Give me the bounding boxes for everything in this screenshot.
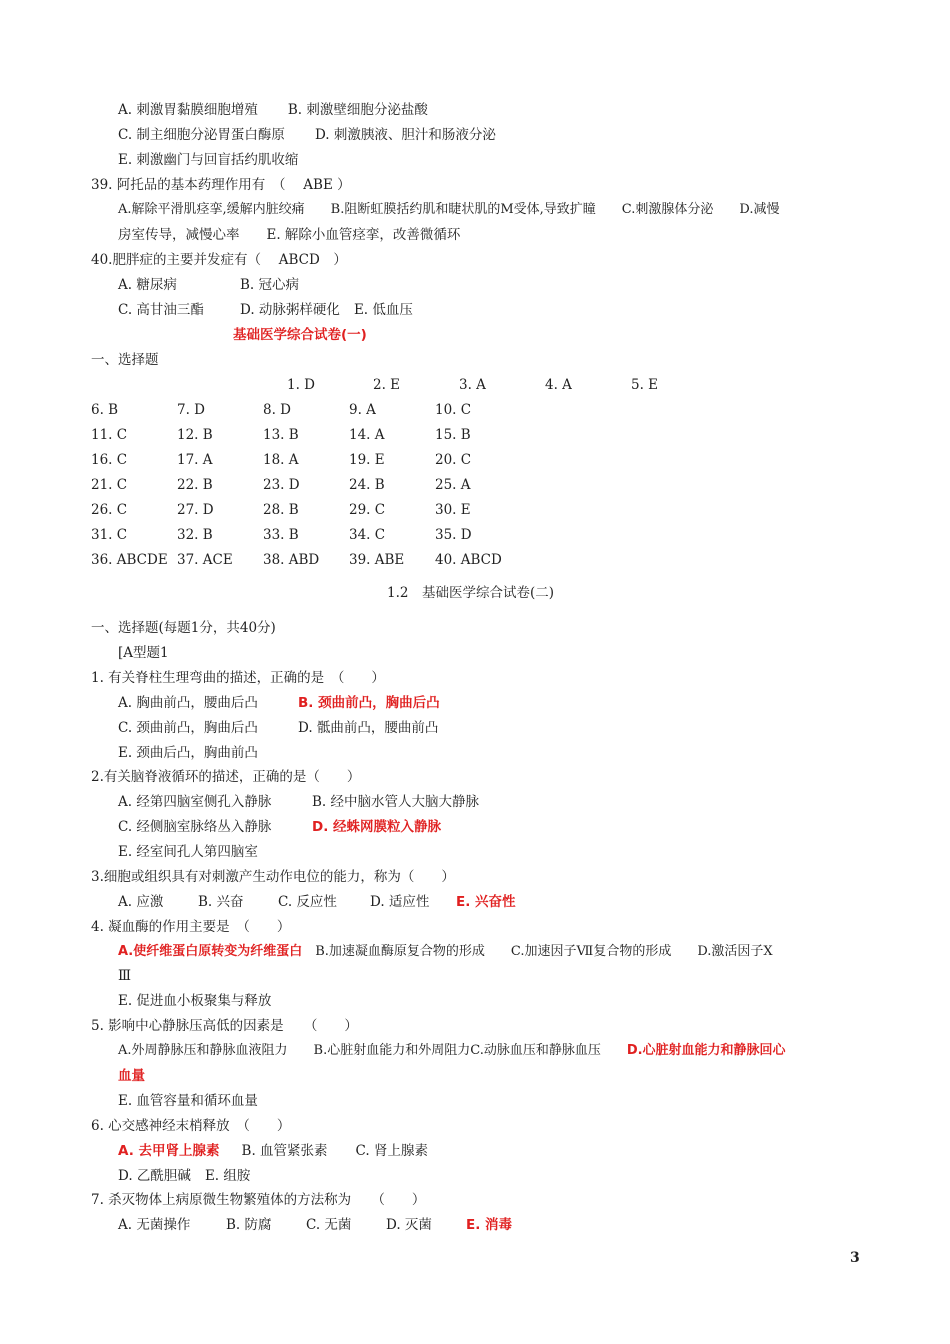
page-number: 3 (850, 1250, 860, 1266)
answer-cell: 38. ABD (263, 552, 320, 568)
answer-cell: 27. D (177, 502, 214, 518)
answer-cell: 3. A (459, 377, 486, 393)
option-line: C. 高甘油三酯 D. 动脉粥样硬化 E. 低血压 (118, 302, 413, 318)
answer-cell: 16. C (91, 452, 128, 468)
answer-cell: 14. A (349, 427, 385, 443)
answer-row (91, 426, 521, 444)
correct-answer: D.心脏射血能力和静脉回心 (626, 1043, 786, 1058)
answer-cell: 11. C (91, 427, 128, 443)
option-line: A. 去甲肾上腺素 B. 血管紧张素 C. 肾上腺素 (118, 1143, 428, 1159)
answer-cell: 30. E (435, 502, 471, 518)
answer-cell: 34. C (349, 527, 386, 543)
correct-answer: 血量 (118, 1068, 145, 1084)
answer-row (91, 526, 521, 544)
answer-cell: 39. ABE (349, 552, 405, 568)
option-line: A. 无菌操作 B. 防腐 C. 无菌 D. 灭菌 E. 消毒 (118, 1217, 513, 1233)
question-40: 40.肥胖症的主要并发症有（ ABCD ） (91, 252, 347, 268)
answer-cell: 35. D (435, 527, 472, 543)
question-7: 7. 杀灭物体上病原微生物繁殖体的方法称为 （ ） (91, 1192, 426, 1208)
correct-answer: B. 颈曲前凸，胸曲后凸 (298, 695, 440, 711)
option-line: D. 乙酰胆碱 E. 组胺 (118, 1168, 251, 1184)
question-6: 6. 心交感神经末梢释放 （ ） (91, 1118, 291, 1134)
option-line: A. 应激 B. 兴奋 C. 反应性 D. 适应性 E. 兴奋性 (118, 894, 516, 910)
correct-answer: A. 去甲肾上腺素 (118, 1143, 220, 1159)
answer-cell: 22. B (177, 477, 213, 493)
answer-cell: 10. C (435, 402, 472, 418)
answer-cell: 5. E (631, 377, 659, 393)
correct-answer: E. 消毒 (466, 1217, 513, 1233)
answer-row (91, 501, 521, 519)
answer-cell: 36. ABCDE (91, 552, 168, 568)
answer-cell: 7. D (177, 402, 205, 418)
option-line: A.外周静脉压和静脉血液阻力 B.心脏射血能力和外周阻力C.动脉血压和静脉血压 D.心脏射血能力和静脉回心 (118, 1043, 786, 1058)
section-heading: 一、选择题 (91, 352, 159, 368)
answer-cell: 12. B (177, 427, 213, 443)
answer-cell: 33. B (263, 527, 299, 543)
answer-row (91, 451, 521, 469)
option-line: A. 经第四脑室侧孔入静脉 B. 经中脑水管人大脑大静脉 (118, 794, 480, 810)
answer-cell: 29. C (349, 502, 386, 518)
answer-cell: 8. D (263, 402, 291, 418)
answer-cell: 1. D (287, 377, 315, 393)
option-line: C. 制主细胞分泌胃蛋白酶原 D. 刺激胰液、胆汁和肠液分泌 (118, 127, 496, 143)
option-line: E. 颈曲后凸，胸曲前凸 (118, 745, 258, 761)
answer-cell: 32. B (177, 527, 213, 543)
option-line: A.使纤维蛋白原转变为纤维蛋白 B.加速凝血酶原复合物的形成 C.加速因子Ⅶ复合物的形成 D.激活因子Ⅹ (118, 944, 773, 959)
answer-cell: 40. ABCD (435, 552, 502, 568)
answer-cell: 21. C (91, 477, 128, 493)
option-line: C. 经侧脑室脉络丛入静脉 D. 经蛛网膜粒入静脉 (118, 819, 442, 835)
answer-row (91, 551, 521, 569)
option-line: A. 胸曲前凸，腰曲后凸 B. 颈曲前凸，胸曲后凸 (118, 695, 440, 711)
answer-cell: 15. B (435, 427, 471, 443)
answer-cell: 17. A (177, 452, 213, 468)
question-2: 2.有关脑脊液循环的描述，正确的是（ ） (91, 769, 361, 785)
question-4: 4. 凝血酶的作用主要是 （ ） (91, 919, 291, 935)
option-line: A. 刺激胃黏膜细胞增殖 B. 刺激壁细胞分泌盐酸 (118, 102, 428, 118)
option-line: Ⅲ (118, 968, 132, 984)
answer-row (287, 376, 717, 394)
answer-cell: 20. C (435, 452, 472, 468)
answer-cell: 25. A (435, 477, 471, 493)
answer-cell: 23. D (263, 477, 300, 493)
correct-answer: E. 兴奋性 (456, 894, 516, 910)
option-line: E. 促进血小板聚集与释放 (118, 993, 272, 1009)
answer-key-title: 基础医学综合试卷(一) (233, 327, 367, 343)
correct-answer: A.使纤维蛋白原转变为纤维蛋白 (118, 944, 303, 959)
answer-cell: 4. A (545, 377, 572, 393)
option-line: A. 糖尿病 B. 冠心病 (118, 277, 300, 293)
option-line: E. 刺激幽门与回盲括约肌收缩 (118, 152, 299, 168)
correct-answer: D. 经蛛网膜粒入静脉 (312, 819, 442, 835)
question-5: 5. 影响中心静脉压高低的因素是 （ ） (91, 1018, 358, 1034)
answer-cell: 28. B (263, 502, 299, 518)
option-line: E. 经室间孔人第四脑室 (118, 844, 258, 860)
answer-row (91, 476, 521, 494)
option-line: C. 颈曲前凸，胸曲后凸 D. 骶曲前凸，腰曲前凸 (118, 720, 439, 736)
answer-cell: 19. E (349, 452, 385, 468)
option-line: E. 血管容量和循环血量 (118, 1093, 258, 1109)
answer-cell: 6. B (91, 402, 119, 418)
answer-row (91, 401, 521, 419)
paper-title: 1.2 基础医学综合试卷(二) (387, 585, 555, 601)
answer-cell: 2. E (373, 377, 401, 393)
answer-cell: 18. A (263, 452, 299, 468)
answer-cell: 26. C (91, 502, 128, 518)
question-39: 39. 阿托品的基本药理作用有 （ ABE ） (91, 177, 351, 193)
answer-cell: 13. B (263, 427, 299, 443)
question-type: [A型题1 (118, 645, 169, 661)
section-heading: 一、选择题(每题1分，共40分) (91, 620, 276, 636)
answer-cell: 37. ACE (177, 552, 233, 568)
answer-cell: 31. C (91, 527, 128, 543)
answer-cell: 9. A (349, 402, 376, 418)
question-3: 3.细胞或组织具有对刺激产生动作电位的能力，称为（ ） (91, 869, 455, 885)
option-line: 房室传导，减慢心率 E. 解除小血管痉挛，改善微循环 (118, 227, 461, 243)
answer-cell: 24. B (349, 477, 385, 493)
option-line: A.解除平滑肌痉挛,缓解内脏绞痛 B.阻断虹膜括约肌和睫状肌的M受体,导致扩瞳 C.刺激腺体分泌 D.减慢 (118, 202, 780, 217)
question-1: 1. 有关脊柱生理弯曲的描述，正确的是 （ ） (91, 670, 385, 686)
